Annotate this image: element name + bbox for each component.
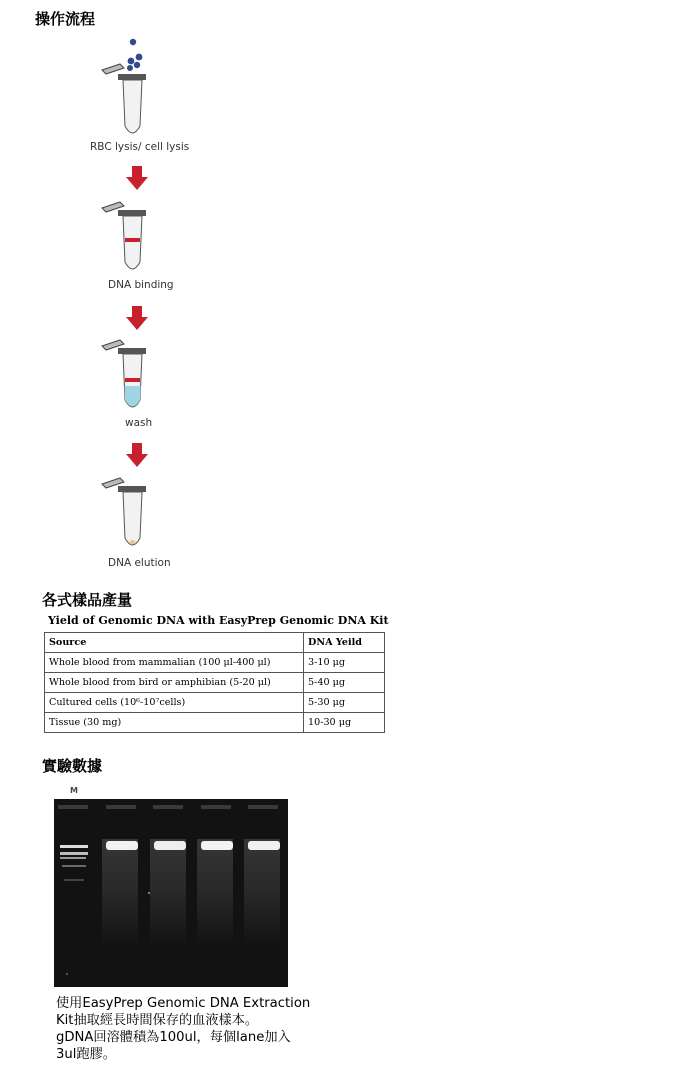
tube-lysis-icon <box>98 36 150 138</box>
table-cell: Whole blood from mammalian (100 μl-400 μl) <box>45 653 304 673</box>
table-header-row <box>45 633 385 653</box>
table-title: Yield of Genomic DNA with EasyPrep Genomic DNA Kit <box>48 614 389 627</box>
table-row <box>45 693 385 713</box>
tube-elution-icon <box>98 476 150 551</box>
tube-binding-icon <box>98 200 150 275</box>
down-arrow-icon <box>126 166 148 190</box>
table-row <box>45 713 385 733</box>
caption-line: Kit抽取經長時間保存的血液樣本。 <box>56 1013 259 1028</box>
step-label: RBC lysis/ cell lysis <box>90 141 190 153</box>
table-cell: 10-30 μg <box>304 713 385 733</box>
step-label: DNA binding <box>108 279 174 291</box>
caption-line: 使用EasyPrep Genomic DNA Extraction <box>56 996 311 1011</box>
table-cell: 3-10 μg <box>304 653 385 673</box>
step-label: wash <box>125 417 153 429</box>
gel-image <box>54 799 288 987</box>
table-row <box>45 653 385 673</box>
marker-label: M <box>70 786 78 795</box>
procedure-heading: 操作流程 <box>35 10 96 28</box>
column-header: DNA Yeild <box>304 633 385 653</box>
table-cell: Cultured cells (10⁶-10⁷cells) <box>45 693 304 713</box>
table-cell: 5-30 μg <box>304 693 385 713</box>
step-label: DNA elution <box>108 557 171 569</box>
table-cell: Whole blood from bird or amphibian (5-20 μl) <box>45 673 304 693</box>
caption <box>56 995 316 1063</box>
caption-line: gDNA回溶體積為100ul，每個lane加入 <box>56 1030 291 1045</box>
yield-table <box>44 632 385 733</box>
caption-line: 3ul跑膠。 <box>56 1047 116 1062</box>
down-arrow-icon <box>126 443 148 467</box>
table-cell: 5-40 μg <box>304 673 385 693</box>
column-header: Source <box>45 633 304 653</box>
data-heading: 實驗數據 <box>42 757 103 775</box>
yield-heading: 各式樣品產量 <box>42 591 133 609</box>
down-arrow-icon <box>126 306 148 330</box>
table-row <box>45 673 385 693</box>
table-cell: Tissue (30 mg) <box>45 713 304 733</box>
tube-wash-icon <box>98 338 150 413</box>
